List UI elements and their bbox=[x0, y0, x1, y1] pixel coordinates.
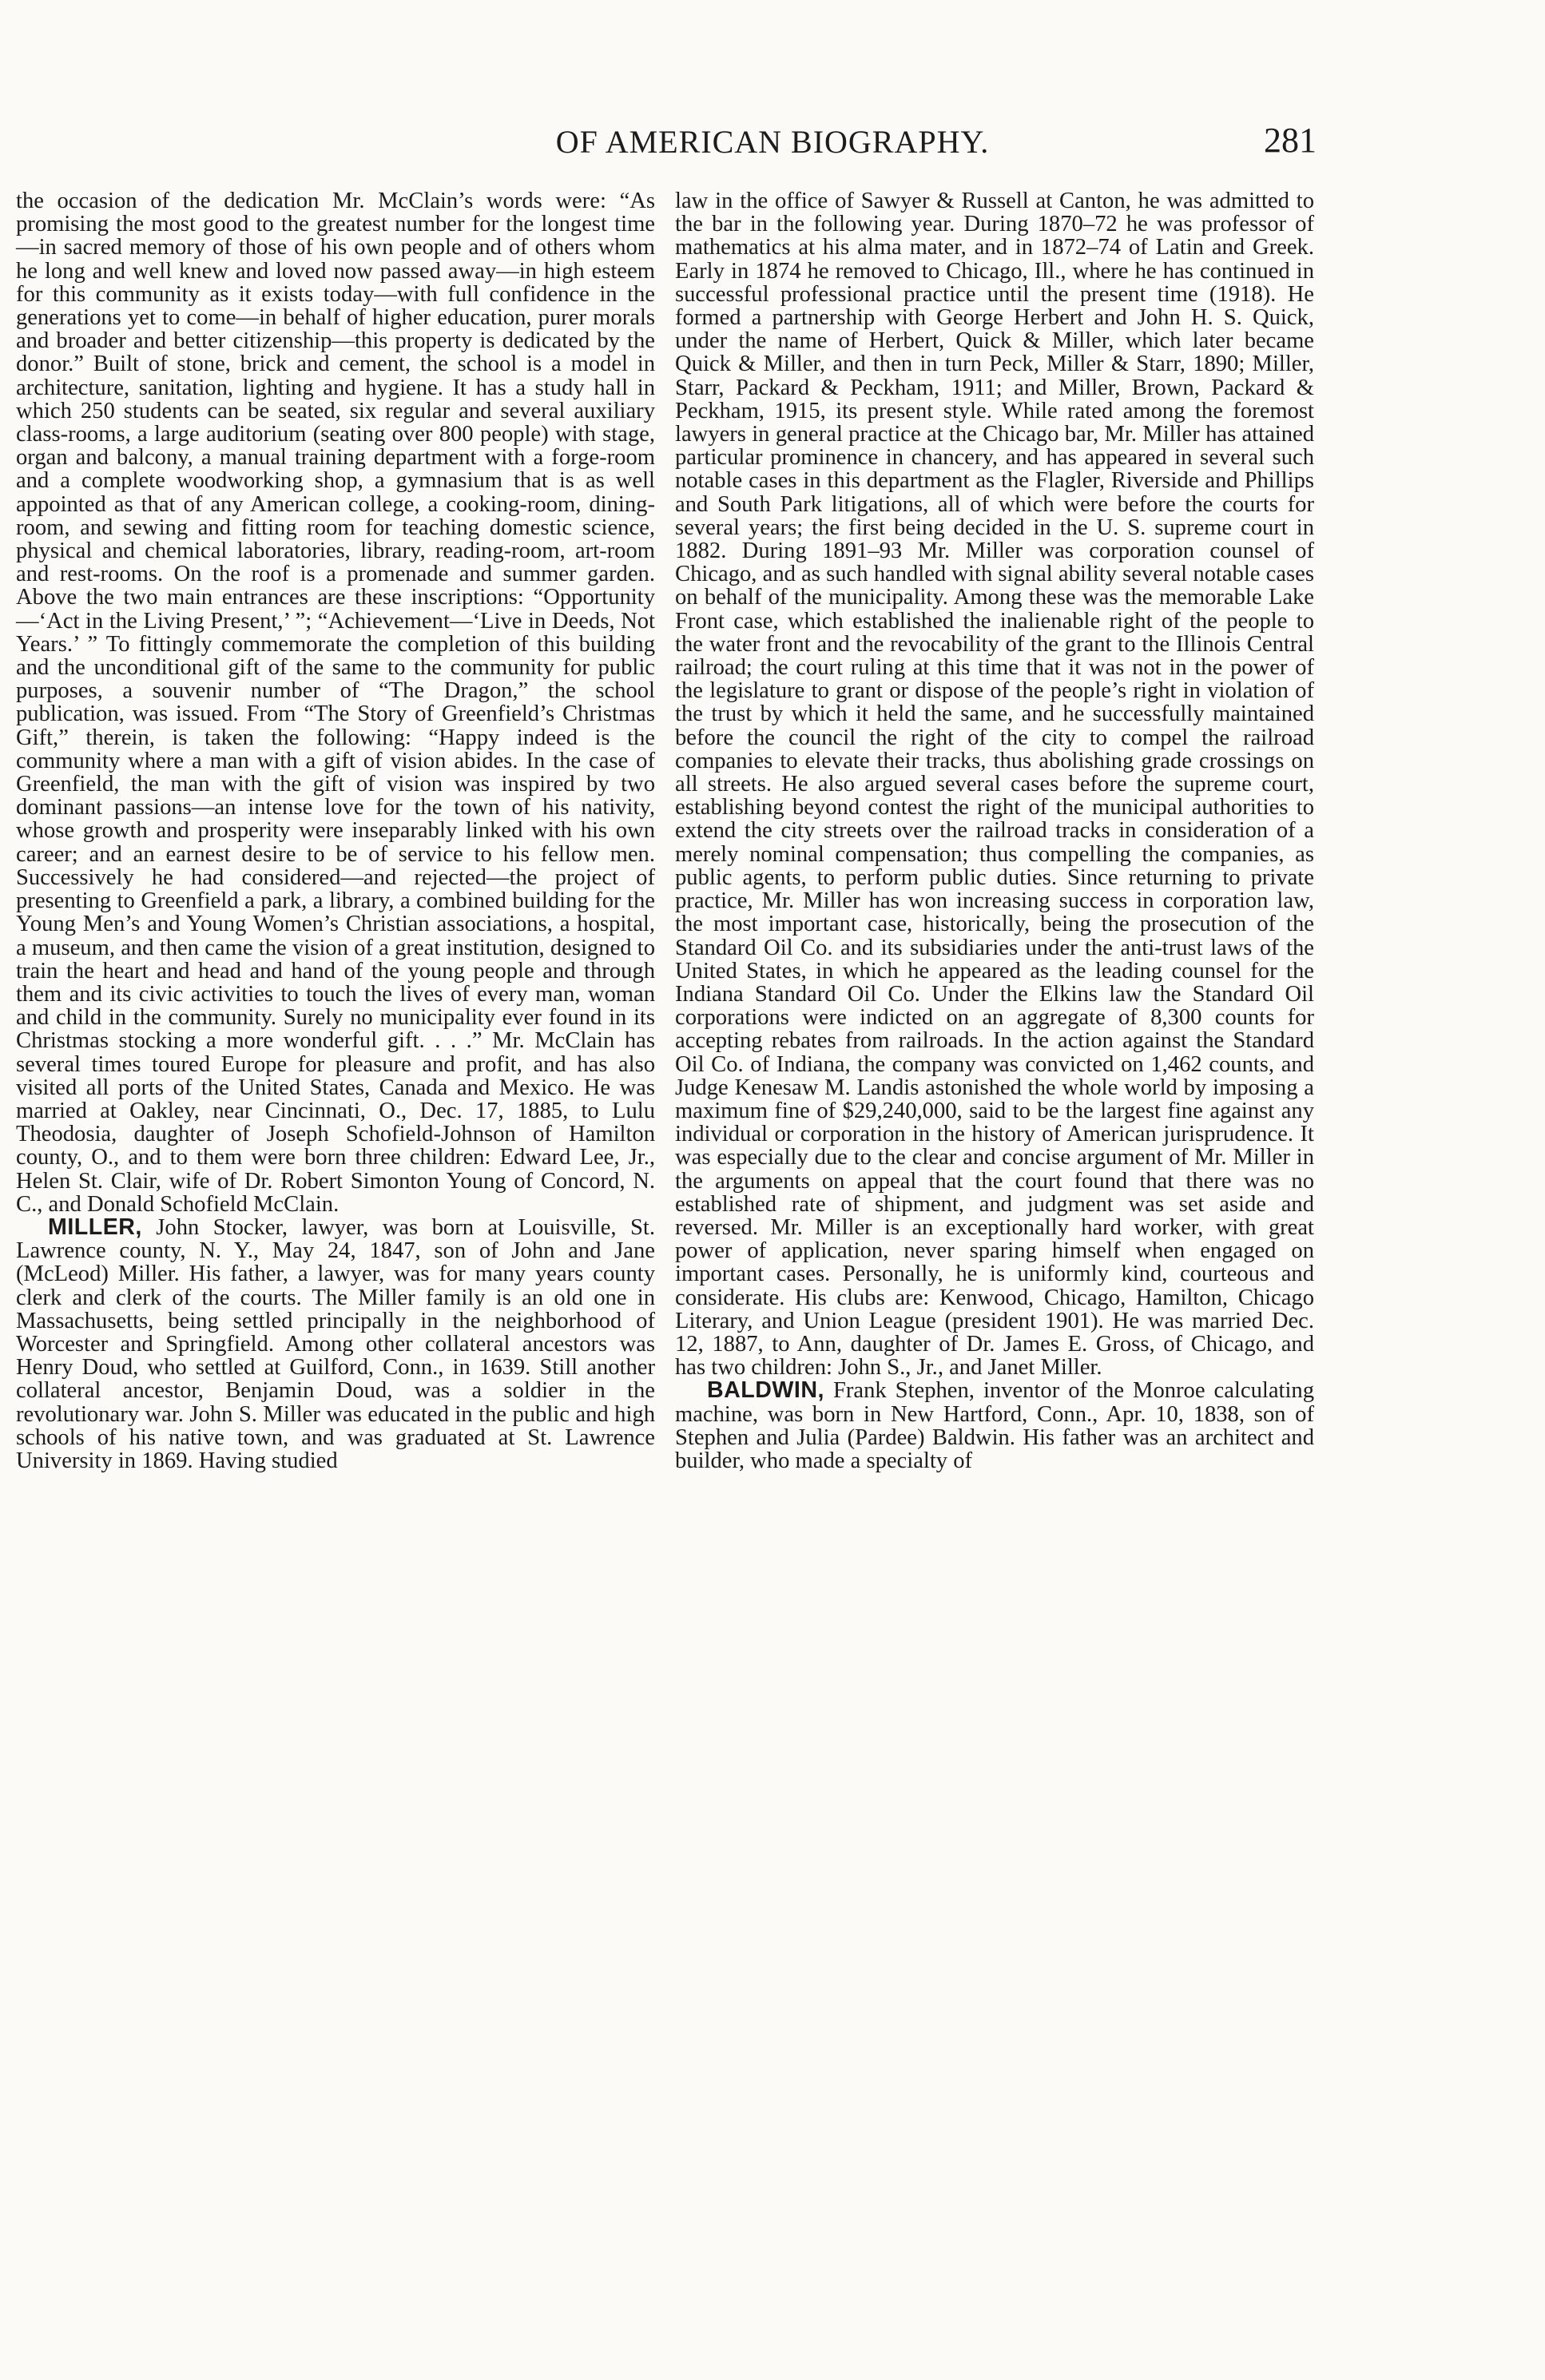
running-head bbox=[0, 120, 1545, 168]
baldwin-entry bbox=[675, 1379, 1314, 1472]
miller-entry-text: John Stocker, lawyer, was born at Louisville, St. Lawrence county, N. Y., May 24, 1847, son of John and Jane (McLeod) Miller. His father, a lawyer, was for many years county clerk and clerk of the courts. The Miller family is an old one in Massachusetts, being settled principally in the neighborhood of Worcester and Springfield. Among other collateral ancestors was Henry Doud, who settled at Guilford, Conn., in 1639. Still another collateral ancestor, Benjamin Doud, was a soldier in the revolutionary war. John S. Miller was educated in the public and high schools of his native town, and was graduated at St. Lawrence University in 1869. Having studied bbox=[16, 1214, 655, 1473]
miller-entry bbox=[16, 1216, 655, 1472]
running-title: OF AMERICAN BIOGRAPHY. bbox=[555, 124, 990, 160]
baldwin-entry-text: Frank Stephen, inventor of the Monroe calculating machine, was born in New Hartford, Conn., Apr. 10, 1838, son of Stephen and Julia (Pardee) Baldwin. His father was an architect and builder, who made a specialty of bbox=[675, 1378, 1314, 1473]
miller-continued-paragraph: law in the office of Sawyer & Russell at Canton, he was admitted to the bar in the following year. During 1870–72 he was professor of mathematics at his alma mater, and in 1872–74 of Latin and Greek. Early in 1874 he removed to Chicago, Ill., where he has continued in successful professional practice until the present time (1918). He formed a partnership with George Herbert and John H. S. Quick, under the name of Herbert, Quick & Miller, which later became Quick & Miller, and then in turn Peck, Miller & Starr, 1890; Miller, Starr, Packard & Peckham, 1911; and Miller, Brown, Packard & Peckham, 1915, its present style. While rated among the foremost lawyers in general practice at the Chicago bar, Mr. Miller has attained particular prominence in chancery, and has appeared in several such notable cases in this department as the Flagler, Riverside and Phillips and South Park litigations, all of which were before the courts for several years; the first being decided in the U. S. supreme court in 1882. During 1891–93 Mr. Miller was corporation counsel of Chicago, and as such handled with signal ability several notable cases on behalf of the municipality. Among these was the memorable Lake Front case, which established the inalienable right of the people to the water front and the revocability of the grant to the Illinois Central railroad; the court ruling at this time that it was not in the power of the legislature to grant or dispose of the people’s right in violation of the trust by which it held the same, and he successfully maintained before the council the right of the city to compel the railroad companies to elevate their tracks, thus abolishing grade crossings on all streets. He also argued several cases before the supreme court, establishing beyond contest the right of the municipal authorities to extend the city streets over the railroad tracks in consideration of a merely nominal compensation; thus compelling the companies, as public agents, to perform public duties. Since returning to private practice, Mr. Miller has won increasing success in corporation law, the most important case, historically, being the prosecution of the Standard Oil Co. and its subsidiaries under the anti-trust laws of the United States, in which he appeared as the leading counsel for the Indiana Standard Oil Co. Under the Elkins law the Standard Oil corporations were indicted on an aggregate of 8,300 counts for accepting rebates from railroads. In the action against the Standard Oil Co. of Indiana, the company was convicted on 1,462 counts, and Judge Kenesaw M. Landis astonished the whole world by imposing a maximum fine of $29,240,000, said to be the largest fine against any individual or corporation in the history of American jurisprudence. It was especially due to the clear and concise argument of Mr. Miller in the arguments on appeal that the court found that there was no established rate of shipment, and judgment was set aside and reversed. Mr. Miller is an exceptionally hard worker, with great power of application, never sparing himself when engaged on important cases. Personally, he is uniformly kind, courteous and considerate. His clubs are: Kenwood, Chicago, Hamilton, Chicago Literary, and Union League (president 1901). He was married Dec. 12, 1887, to Ann, daughter of Dr. James E. Gross, of Chicago, and has two children: John S., Jr., and Janet Miller. bbox=[675, 189, 1314, 1381]
left-column bbox=[16, 189, 655, 1472]
entry-surname-miller: MILLER, bbox=[48, 1214, 142, 1240]
entry-surname-baldwin: BALDWIN, bbox=[707, 1377, 824, 1404]
mcclain-continued-paragraph: the occasion of the dedication Mr. McClain’s words were: “As promising the most good to the greatest number for the longest time—in sacred memory of those of his own people and of others whom he long and well knew and loved now passed away—in high esteem for this community as it exists today—with full confidence in the generations yet to come—in behalf of higher education, purer morals and broader and better citizenship—this property is dedicated by the donor.” Built of stone, brick and cement, the school is a model in architecture, sanitation, lighting and hygiene. It has a study hall in which 250 students can be seated, six regular and several auxiliary class-rooms, a large auditorium (seating over 800 people) with stage, organ and balcony, a manual training department with a forge-room and a complete woodworking shop, a gymnasium that is as well appointed as that of any American college, a cooking-room, dining-room, and sewing and fitting room for teaching domestic science, physical and chemical laboratories, library, reading-room, art-room and rest-rooms. On the roof is a promenade and summer garden. Above the two main entrances are these inscriptions: “Opportunity—‘Act in the Living Present,’ ”; “Achievement—‘Live in Deeds, Not Years.’ ” To fittingly commemorate the completion of this building and the unconditional gift of the same to the community for public purposes, a souvenir number of “The Dragon,” the school publication, was issued. From “The Story of Greenfield’s Christmas Gift,” therein, is taken the following: “Happy indeed is the community where a man with a gift of vision abides. In the case of Greenfield, the man with the gift of vision was inspired by two dominant passions—an intense love for the town of his nativity, whose growth and prosperity were inseparably linked with his own career; and an earnest desire to be of service to his fellow men. Successively he had considered—and rejected—the project of presenting to Greenfield a park, a library, a combined building for the Young Men’s and Young Women’s Christian associations, a hospital, a museum, and then came the vision of a great institution, designed to train the heart and head and hand of the young people and through them and its civic activities to touch the lives of every man, woman and child in the community. Surely no municipality ever found in its Christmas stocking a more wonderful gift. . . .” Mr. McClain has several times toured Europe for pleasure and profit, and has also visited all ports of the United States, Canada and Mexico. He was married at Oakley, near Cincinnati, O., Dec. 17, 1885, to Lulu Theodosia, daughter of Joseph Schofield-Johnson of Hamilton county, O., and to them were born three children: Edward Lee, Jr., Helen St. Clair, wife of Dr. Robert Simonton Young of Concord, N. C., and Donald Schofield McClain. bbox=[16, 189, 655, 1217]
page-number: 281 bbox=[1264, 121, 1317, 160]
right-column bbox=[675, 189, 1314, 1472]
